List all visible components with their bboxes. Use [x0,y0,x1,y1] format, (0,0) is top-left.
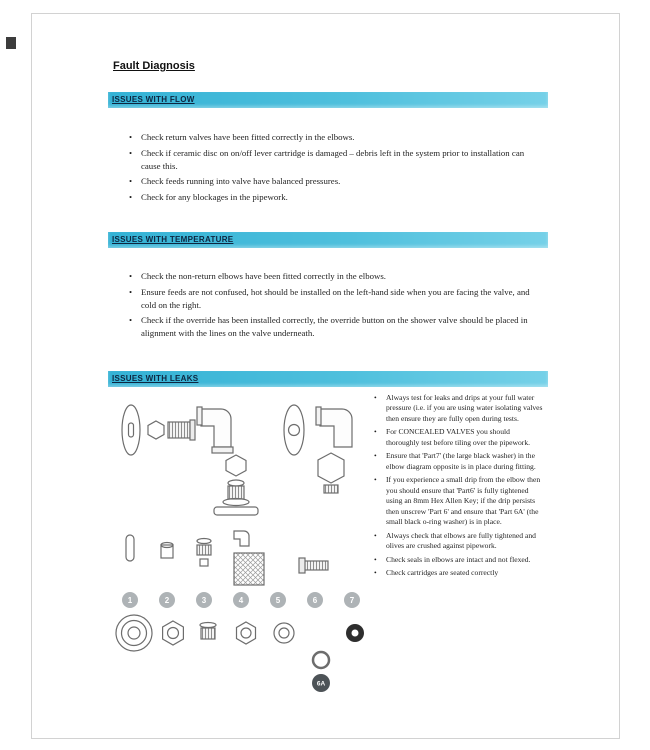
flange-illustration [116,615,152,651]
round-washer-illustration [274,623,294,643]
part-number-badge [270,592,286,608]
list-item: • Check cartridges are seated correctly [372,568,544,578]
exploded-elbow-diagram [108,395,373,705]
temperature-bullet-list [127,270,539,343]
grub-screw-illustration [299,558,328,573]
part-number-badge [344,592,360,608]
flow-bullet-list [127,131,537,207]
part-number-label: 2 [164,596,170,605]
scan-artifact-mark [6,37,16,49]
list-item: • Check if ceramic disc on on/off lever cartridge is damaged – debris left in the system prior to installation can cause this. [127,147,537,173]
small-elbow-illustration [234,531,249,546]
list-item: • Check return valves have been fitted correctly in the elbows. [127,131,537,144]
part-badge-6a [312,674,330,692]
hatched-block-illustration [234,553,264,585]
section-header-temperature-label: ISSUES WITH TEMPERATURE [112,235,234,244]
list-item: • Always check that elbows are fully tightened and olives are crushed against pipework. [372,531,544,552]
part-number-label: 5 [275,596,281,605]
section-header-leaks-label: ISSUES WITH LEAKS [112,374,199,383]
part-number-badge [159,592,175,608]
list-item: • Check the non-return elbows have been fitted correctly in the elbows. [127,270,539,283]
threaded-piece-illustration [200,623,216,640]
threaded-coupler-illustration [168,420,195,440]
hex-washer-illustration [237,622,256,644]
large-nut-illustration [318,453,344,493]
list-item: • Always test for leaks and drips at your full water pressure (i.e. if you are using water isolating valves then ensure they are fully open during tests. [372,393,544,424]
part-number-label: 1 [127,596,133,605]
part-number-badges [122,592,360,692]
list-item: • Check feeds running into valve have balanced pressures. [127,175,537,188]
part-number-label: 3 [201,596,207,605]
black-o-ring-washer-illustration [346,624,364,642]
part-number-badge [233,592,249,608]
leaks-bullet-list [372,393,544,582]
list-item: • Ensure feeds are not confused, hot should be installed on the left-hand side when you are facing the valve, and cold on the right. [127,286,539,312]
parts-diagram [108,395,373,705]
part-number-badge [122,592,138,608]
list-item: • Ensure that 'Part7' (the large black washer) in the elbow diagram opposite is in place during fitting. [372,451,544,472]
pin-part-illustration [126,535,134,561]
hex-nut-illustration [163,621,184,645]
list-item: • Check seals in elbows are intact and not flexed. [372,555,544,565]
part-number-badge [307,592,323,608]
o-ring-illustration [313,652,329,668]
list-item: • For CONCEALED VALVES you should thoroughly test before tiling over the pipework. [372,427,544,448]
nut-illustration [226,455,246,476]
wall-plate-right-illustration [284,405,304,455]
section-header-flow-label: ISSUES WITH FLOW [112,95,195,104]
elbow-right-illustration [316,407,352,447]
list-item: • Check for any blockages in the pipework. [127,191,537,204]
threaded-tail-illustration [214,480,258,515]
part-number-label: 6 [312,596,318,605]
wall-plate-left-illustration [122,405,140,455]
section-header-flow [108,92,548,108]
part-number-badge [196,592,212,608]
cup-part-illustration [161,543,173,559]
section-header-leaks [108,371,548,387]
threaded-insert-illustration [197,539,211,567]
part-number-label: 7 [349,596,355,605]
part-number-label: 4 [238,596,244,605]
list-item: • If you experience a small drip from the elbow then you should ensure that 'Part6' is fully tightened using an 8mm Hex Allen Key; if the drip persists then unscrew 'Part 6' and ensure that 'Part 6A' (the small black o-ring washer) is in place. [372,475,544,527]
elbow-left-illustration [197,407,233,453]
page-title: Fault Diagnosis [113,60,195,72]
list-item: • Check if the override has been installed correctly, the override button on the shower valve should be placed in alignment with the lines on the valve underneath. [127,314,539,340]
section-header-temperature [108,232,548,248]
nut-illustration [148,421,164,439]
part-number-label: 6A [316,680,326,688]
